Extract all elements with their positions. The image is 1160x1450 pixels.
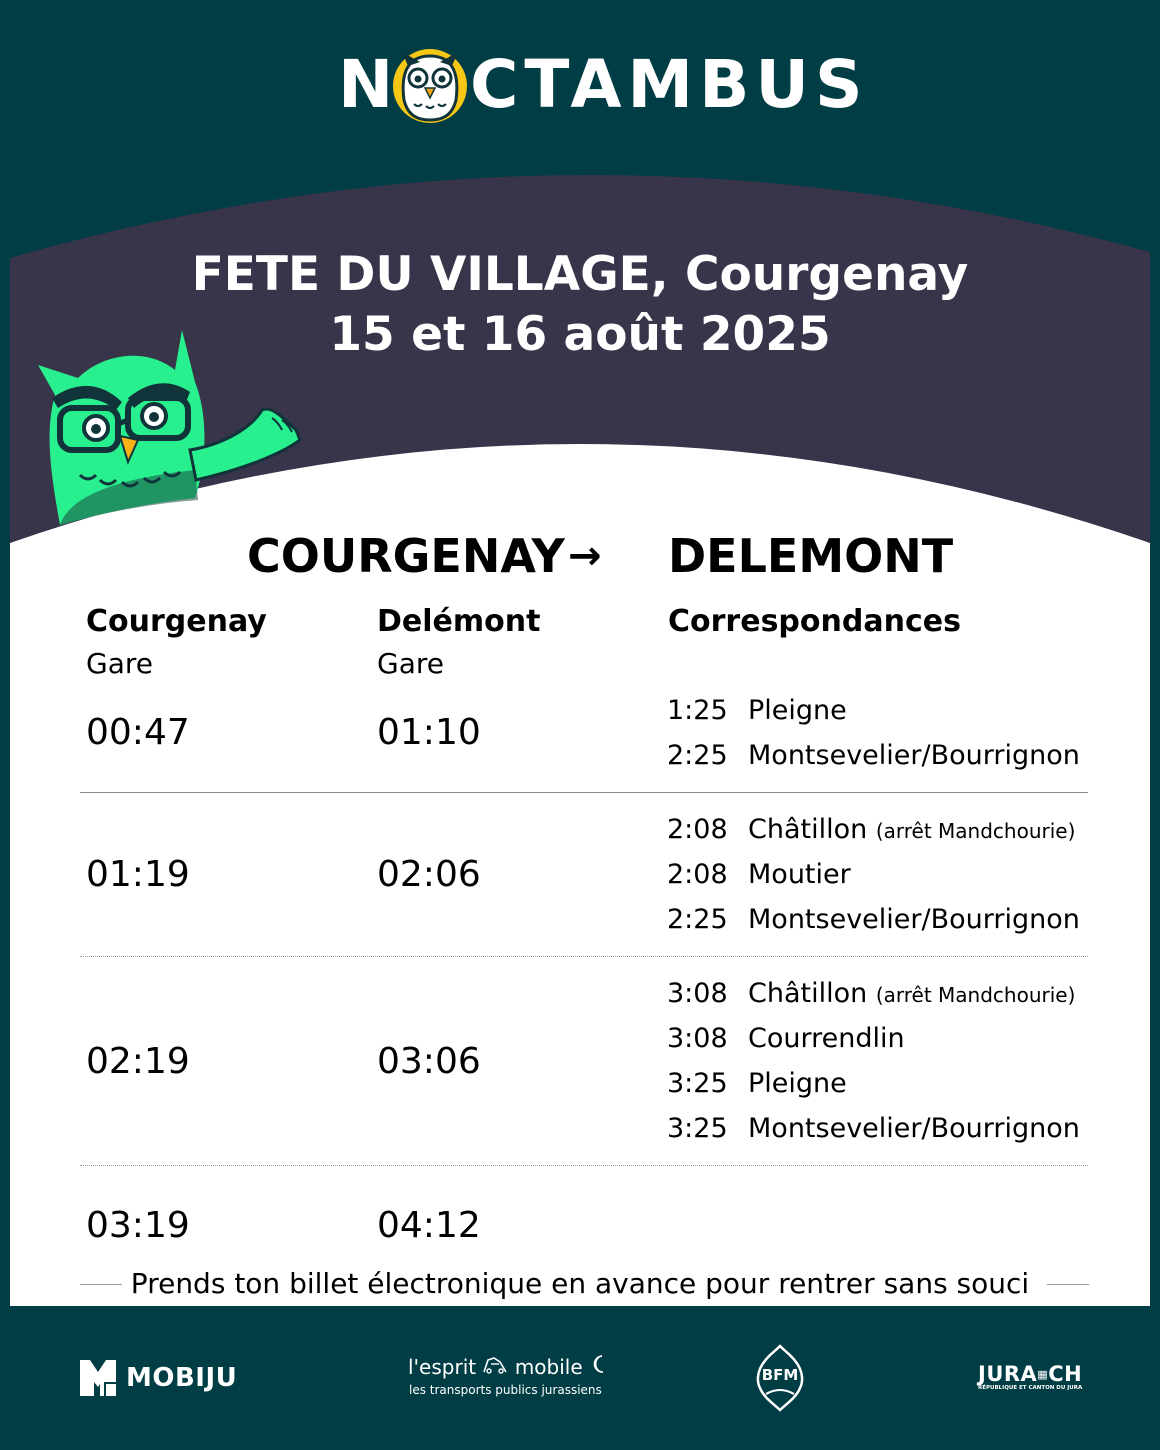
trip-3-connection-3-destination: Pleigne — [748, 1068, 847, 1099]
route-arrow-icon: → — [568, 533, 602, 579]
trip-3-connection-1-time: 3:08 — [667, 978, 728, 1009]
column-header-delemont: Delémont — [377, 604, 541, 639]
jura-logo-ch: CH — [1048, 1362, 1083, 1386]
trip-3-connection-2-destination: Courrendlin — [748, 1023, 905, 1054]
trip-3-connection-3-time: 3:25 — [667, 1068, 728, 1099]
trip-1-arrival: 01:10 — [377, 712, 481, 753]
esprit-logo-word-2: mobile — [514, 1355, 583, 1379]
event-dates: 15 et 16 août 2025 — [329, 307, 831, 362]
trip-2-departure: 01:19 — [86, 854, 190, 895]
event-title: FETE DU VILLAGE, Courgenay — [191, 247, 969, 302]
trip-2-connection-2-destination: Moutier — [748, 859, 851, 890]
mobiju-logo-text: MOBIJU — [126, 1363, 238, 1393]
trip-2-connection-1-destination — [748, 813, 1075, 848]
ticket-tagline: Prends ton billet électronique en avance pour rentrer sans souci — [130, 1267, 1030, 1300]
jura-logo-subtitle: RÉPUBLIQUE ET CANTON DU JURA — [978, 1385, 1083, 1391]
trip-3-connection-4-time: 3:25 — [667, 1113, 728, 1144]
trip-1-connection-2-time: 2:25 — [667, 740, 728, 771]
trip-4-arrival: 04:12 — [377, 1205, 481, 1246]
column-header-correspondances: Correspondances — [668, 604, 961, 639]
trip-2-connection-3-time: 2:25 — [667, 904, 728, 935]
esprit-mobile-tagline: les transports publics jurassiens — [409, 1383, 602, 1397]
trip-3-connection-1-destination — [748, 977, 1075, 1012]
trip-2-connection-2-time: 2:08 — [667, 859, 728, 890]
trip-2-connection-1-time: 2:08 — [667, 814, 728, 845]
trip-2-arrival: 02:06 — [377, 854, 481, 895]
trip-3-connection-4-destination: Montsevelier/Bourrignon — [748, 1113, 1080, 1144]
bus-train-icon — [482, 1356, 508, 1374]
route-origin: COURGENAY — [247, 529, 565, 583]
trip-2-connection-3-destination: Montsevelier/Bourrignon — [748, 904, 1080, 935]
trip-1-departure: 00:47 — [86, 712, 190, 753]
brand-name-rest: CTAMBUS — [470, 46, 869, 123]
mobiju-logo-icon — [78, 1358, 118, 1398]
trip-1-connection-1-destination: Pleigne — [748, 695, 847, 726]
trip-4-departure: 03:19 — [86, 1205, 190, 1246]
trip-3-departure: 02:19 — [86, 1041, 190, 1082]
esprit-mobile-logo — [408, 1354, 607, 1380]
tagline-rule-right — [1047, 1284, 1089, 1285]
trip-1-connection-2-destination: Montsevelier/Bourrignon — [748, 740, 1080, 771]
row-separator — [80, 1165, 1088, 1166]
column-subheader-courgenay: Gare — [86, 647, 153, 680]
jura-logo-word: JURA — [978, 1362, 1038, 1386]
trip-3-connection-1-note: (arrêt Mandchourie) — [875, 983, 1076, 1007]
row-separator — [80, 956, 1088, 957]
trip-3-arrival: 03:06 — [377, 1041, 481, 1082]
column-subheader-delemont: Gare — [377, 647, 444, 680]
trip-2-connection-1-stop: Châtillon — [748, 814, 868, 845]
row-separator — [80, 792, 1088, 793]
bfm-logo-icon — [750, 1342, 810, 1414]
noctambus-owl-badge-icon — [393, 49, 467, 123]
moon-icon — [589, 1354, 607, 1374]
trip-1-connection-1-time: 1:25 — [667, 695, 728, 726]
trip-3-connection-2-time: 3:08 — [667, 1023, 728, 1054]
trip-3-connection-1-stop: Châtillon — [748, 978, 868, 1009]
column-header-courgenay: Courgenay — [86, 604, 267, 639]
jura-logo: JURA▦CH — [978, 1362, 1083, 1386]
bfm-logo-text: BFM — [761, 1366, 799, 1384]
trip-2-connection-1-note: (arrêt Mandchourie) — [875, 819, 1076, 843]
route-destination: DELEMONT — [668, 529, 954, 583]
esprit-logo-word-1: l'esprit — [408, 1355, 477, 1379]
brand-name-first-letter: N — [338, 46, 400, 123]
